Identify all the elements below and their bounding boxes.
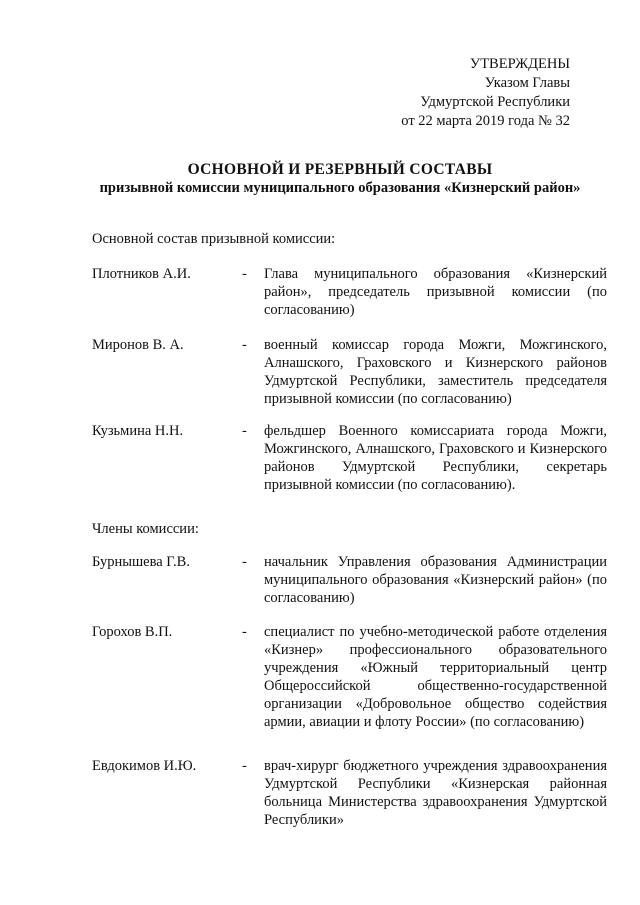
approval-stamp (360, 55, 570, 131)
member-role: военный комиссар города Можги, Можгинского, Алнашского, Граховского и Кизнерского районов Удмуртской Республики, заместитель председателя призывной комиссии (по согласованию) (264, 337, 607, 407)
member-role: фельдшер Военного комиссариата города Можги, Можгинского, Алнашского, Граховского и Кизнерского районов Удмуртской Республики, секретарь призывной комиссии (по согласованию). (264, 423, 607, 493)
member-dash: - (242, 423, 247, 439)
member-name: Миронов В. А. (92, 337, 184, 353)
member-name: Евдокимов И.Ю. (92, 758, 197, 774)
approval-line-date: от 22 марта 2019 года № 32 (401, 113, 570, 129)
member-dash: - (242, 758, 247, 774)
approval-line-approved: УТВЕРЖДЕНЫ (469, 56, 570, 72)
member-dash: - (242, 266, 247, 282)
main-section-label: Основной состав призывной комиссии: (92, 231, 336, 247)
member-name: Плотников А.И. (92, 266, 191, 282)
member-dash: - (242, 554, 247, 570)
member-role: специалист по учебно-методической работе отделения «Кизнер» профессионального образовательного учреждения «Южный территориальный центр Общероссийской общественно-государственной организации «Добровольное общество содействия армии, авиации и флоту России» (по согласованию) (264, 624, 607, 730)
document-title (40, 160, 640, 198)
document-title-sub: призывной комиссии муниципального образования «Кизнерский район» (99, 180, 581, 196)
member-role: врач-хирург бюджетного учреждения здравоохранения Удмуртской Республики «Кизнерская районная больница Министерства здравоохранения Удмуртской Республики» (264, 758, 607, 828)
approval-line-decree: Указом Главы (484, 75, 570, 91)
document-title-main: ОСНОВНОЙ И РЕЗЕРВНЫЙ СОСТАВЫ (187, 161, 493, 178)
member-role: Глава муниципального образования «Кизнерский район», председатель призывной комиссии (по согласованию) (264, 266, 607, 318)
approval-line-republic: Удмуртской Республики (420, 94, 570, 110)
member-dash: - (242, 337, 247, 353)
member-name: Бурнышева Г.В. (92, 554, 190, 570)
members-section-label: Члены комиссии: (92, 521, 199, 537)
member-role: начальник Управления образования Администрации муниципального образования «Кизнерский район» (по согласованию) (264, 554, 607, 606)
member-dash: - (242, 624, 247, 640)
member-name: Кузьмина Н.Н. (92, 423, 184, 439)
member-name: Горохов В.П. (92, 624, 173, 640)
